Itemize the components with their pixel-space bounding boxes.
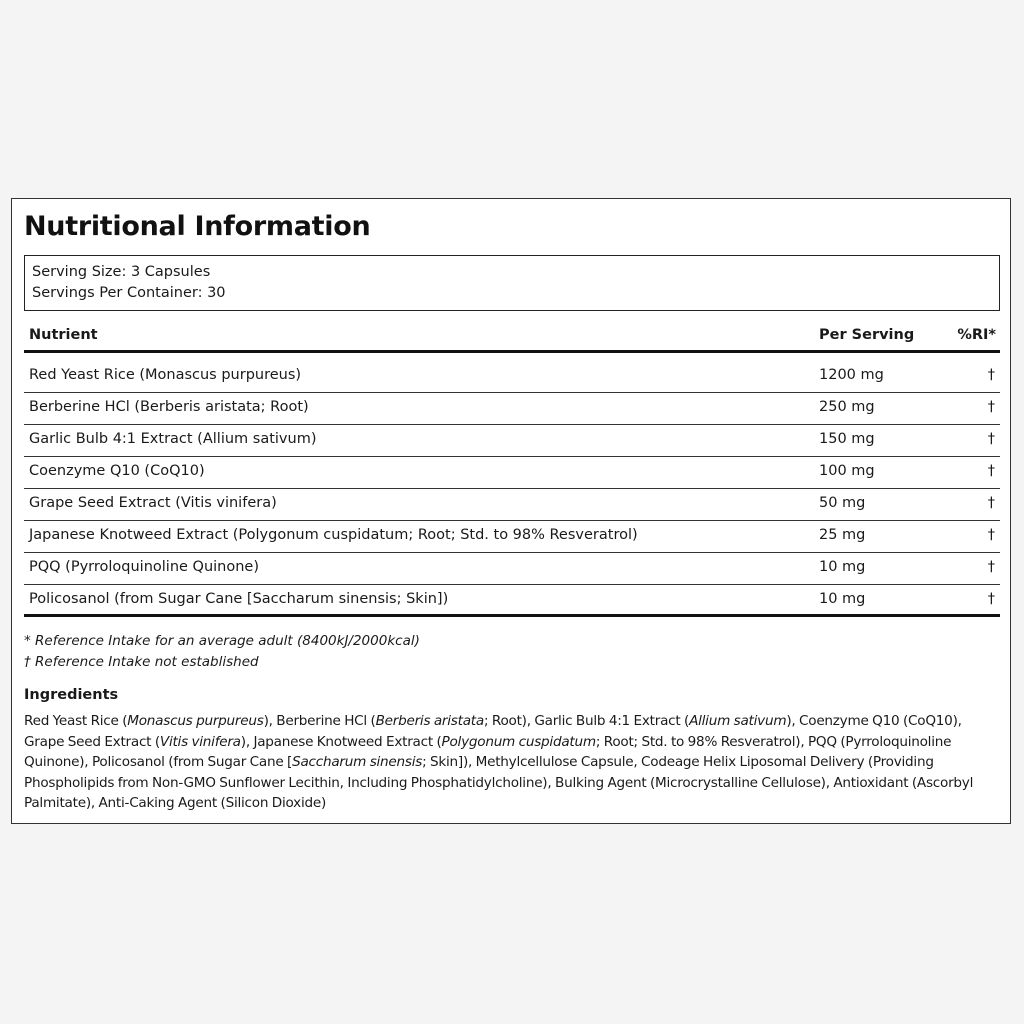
label-title: Nutritional Information	[24, 211, 371, 242]
serving-size: Serving Size: 3 Capsules	[32, 264, 211, 280]
nutrient-ri: †	[987, 527, 995, 543]
ingredient-text-segment: ), Coenzyme Q10 (CoQ10), Grape Seed Extract (	[24, 713, 962, 750]
nutrient-name: Japanese Knotweed Extract (Polygonum cuspidatum; Root; Std. to 98% Resveratrol)	[29, 527, 638, 543]
ingredient-latin-name: Allium sativum	[689, 713, 787, 729]
servings-per-container: Servings Per Container: 30	[32, 285, 226, 301]
serving-info-box	[24, 255, 1000, 311]
table-row	[24, 489, 1000, 521]
header-nutrient: Nutrient	[29, 327, 98, 343]
nutrient-table-body	[24, 361, 1000, 617]
nutrient-amount: 50 mg	[819, 495, 866, 511]
nutrient-ri: †	[987, 399, 995, 415]
nutrient-amount: 150 mg	[819, 431, 875, 447]
table-row	[24, 457, 1000, 489]
ingredient-text-segment: ), Japanese Knotweed Extract (	[240, 733, 442, 750]
header-per-serving: Per Serving	[819, 327, 915, 343]
table-row	[24, 521, 1000, 553]
nutrient-name: Policosanol (from Sugar Cane [Saccharum sinensis; Skin])	[29, 591, 449, 607]
nutrient-name: PQQ (Pyrroloquinoline Quinone)	[29, 559, 260, 575]
table-row	[24, 361, 1000, 393]
nutrient-table-header	[24, 323, 1000, 353]
ingredient-latin-name: Polygonum cuspidatum	[441, 733, 596, 750]
nutrient-name: Garlic Bulb 4:1 Extract (Allium sativum)	[29, 431, 317, 447]
nutrition-label-panel	[11, 198, 1011, 824]
ingredient-text-segment: Red Yeast Rice (	[24, 713, 128, 729]
nutrient-ri: †	[987, 495, 995, 511]
footnotes	[24, 631, 420, 673]
nutrient-amount: 10 mg	[819, 559, 866, 575]
nutrient-name: Grape Seed Extract (Vitis vinifera)	[29, 495, 277, 511]
ingredient-text-segment: ; Skin]), Methylcellulose Capsule, Codeage Helix Liposomal Delivery (Providing Phospholipids from Non-GMO Sunflower Lecithin, Including Phosphatidylcholine), Bulking Agent (Microcrystalline Cellulose), Antioxidant (Ascorbyl Palmitate), Anti-Caking Agent (Silicon Dioxide)	[24, 754, 974, 811]
nutrient-amount: 1200 mg	[819, 367, 884, 383]
ingredient-text-segment: ; Root; Std. to 98% Resveratrol), PQQ (Pyrroloquinoline Quinone), Policosanol (from Sugar Cane [	[24, 733, 952, 770]
ingredient-latin-name: Berberis aristata	[375, 713, 484, 729]
nutrient-ri: †	[987, 431, 995, 447]
nutrient-name: Berberine HCl (Berberis aristata; Root)	[29, 399, 309, 415]
nutrient-amount: 10 mg	[819, 591, 866, 607]
nutrient-amount: 250 mg	[819, 399, 875, 415]
footnote-not-established: † Reference Intake not established	[24, 654, 259, 670]
nutrient-amount: 100 mg	[819, 463, 875, 479]
ingredient-latin-name: Vitis vinifera	[159, 733, 241, 750]
footnote-reference-intake: * Reference Intake for an average adult (8400kJ/2000kcal)	[24, 633, 420, 649]
ingredient-latin-name: Saccharum sinensis	[292, 754, 423, 770]
ingredients-text	[24, 711, 1002, 814]
nutrient-ri: †	[987, 559, 995, 575]
ingredient-text-segment: ), Berberine HCl (	[263, 713, 376, 729]
nutrient-ri: †	[987, 463, 995, 479]
table-row	[24, 425, 1000, 457]
header-ri: %RI*	[957, 327, 996, 343]
table-row	[24, 585, 1000, 617]
nutrient-name: Coenzyme Q10 (CoQ10)	[29, 463, 205, 479]
nutrient-ri: †	[987, 591, 995, 607]
ingredients-title: Ingredients	[24, 687, 119, 703]
nutrient-name: Red Yeast Rice (Monascus purpureus)	[29, 367, 302, 383]
nutrient-ri: †	[987, 367, 995, 383]
nutrient-amount: 25 mg	[819, 527, 866, 543]
table-row	[24, 553, 1000, 585]
ingredient-text-segment: ; Root), Garlic Bulb 4:1 Extract (	[483, 713, 690, 729]
table-row	[24, 393, 1000, 425]
ingredient-latin-name: Monascus purpureus	[127, 713, 264, 729]
